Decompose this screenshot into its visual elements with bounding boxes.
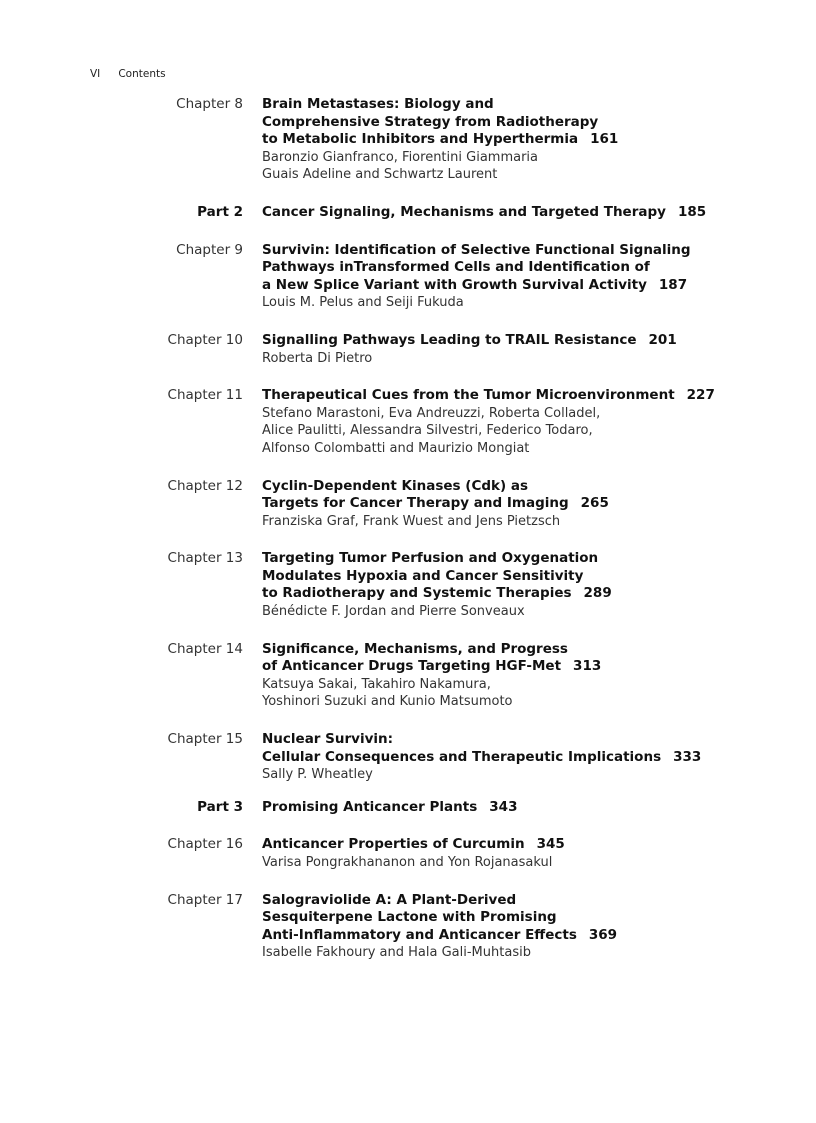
author-line: Isabelle Fakhoury and Hala Gali-Muhtasib	[262, 945, 531, 961]
toc-chapter-entry	[0, 96, 816, 184]
entry-page-number: 161	[590, 131, 619, 148]
title-line	[262, 332, 782, 350]
entry-label: Chapter 13	[167, 550, 243, 567]
entry-page-number: 227	[686, 387, 715, 404]
entry-body	[262, 204, 782, 222]
title-line	[262, 892, 782, 910]
entry-title	[262, 799, 782, 817]
title-text: Anti-Inflammatory and Anticancer Effects	[262, 926, 577, 943]
title-text: Brain Metastases: Biology and	[262, 96, 494, 112]
entry-title	[262, 836, 782, 854]
title-text: Significance, Mechanisms, and Progress	[262, 640, 568, 657]
toc-chapter-entry	[0, 550, 816, 620]
title-line	[262, 495, 782, 513]
toc-part-entry	[0, 799, 816, 817]
title-line	[262, 131, 782, 149]
entry-label: Part 3	[197, 798, 243, 815]
title-text: Pathways inTransformed Cells and Identification of	[262, 259, 650, 276]
toc-part-entry	[0, 204, 816, 222]
title-text: Nuclear Survivin:	[262, 731, 394, 748]
title-line	[262, 641, 782, 659]
entry-title	[262, 332, 782, 350]
author-line: Baronzio Gianfranco, Fiorentini Giammaria	[262, 149, 538, 165]
entry-label: Chapter 15	[167, 731, 243, 748]
title-text: of Anticancer Drugs Targeting HGF-Met	[262, 658, 562, 675]
toc-chapter-entry	[0, 731, 816, 784]
entry-body	[262, 892, 782, 962]
entry-title	[262, 892, 782, 945]
entry-page-number: 343	[489, 798, 518, 815]
title-line	[262, 96, 782, 114]
entry-authors	[262, 944, 782, 962]
entry-page-number: 187	[658, 276, 688, 293]
title-text: Cellular Consequences and Therapeutic Implications	[262, 748, 662, 765]
author-line: Roberta Di Pietro	[262, 350, 373, 366]
entry-title	[262, 731, 782, 766]
entry-authors	[262, 854, 782, 872]
entry-authors	[262, 405, 782, 458]
title-text: to Radiotherapy and Systemic Therapies	[262, 585, 572, 602]
title-line	[262, 927, 782, 945]
running-head	[90, 68, 166, 80]
title-line	[262, 114, 782, 132]
title-line	[262, 242, 782, 260]
entry-title	[262, 242, 782, 295]
entry-body	[262, 731, 782, 784]
entry-authors	[262, 294, 782, 312]
entry-body	[262, 387, 782, 457]
author-line: Alfonso Colombatti and Maurizio Mongiat	[262, 440, 530, 456]
entry-body	[262, 242, 782, 312]
entry-page-number: 185	[677, 203, 707, 220]
title-text: Salograviolide A: A Plant-Derived	[262, 891, 517, 908]
title-text: Anticancer Properties of Curcumin	[262, 836, 525, 853]
toc-chapter-entry	[0, 892, 816, 962]
title-text: a New Splice Variant with Growth Survival Activity	[262, 276, 647, 293]
author-line: Bénédicte F. Jordan and Pierre Sonveaux	[262, 604, 525, 620]
entry-page-number: 201	[648, 331, 677, 348]
title-line	[262, 568, 782, 586]
entry-body	[262, 96, 782, 184]
entry-label: Chapter 12	[167, 477, 243, 494]
entry-authors	[262, 676, 782, 711]
entry-body	[262, 550, 782, 620]
entry-authors	[262, 766, 782, 784]
title-text: Modulates Hypoxia and Cancer Sensitivity	[262, 567, 584, 584]
entry-page-number: 313	[573, 658, 602, 675]
title-text: Promising Anticancer Plants	[262, 798, 478, 815]
table-of-contents	[0, 96, 816, 962]
title-text: Targets for Cancer Therapy and Imaging	[262, 495, 569, 512]
title-line	[262, 550, 782, 568]
title-text: Survivin: Identification of Selective Functional Signaling	[262, 241, 691, 258]
entry-label: Chapter 17	[167, 891, 243, 908]
entry-label: Chapter 11	[167, 387, 243, 404]
entry-authors	[262, 350, 782, 368]
author-line: Katsuya Sakai, Takahiro Nakamura,	[262, 676, 491, 692]
title-text: Cancer Signaling, Mechanisms and Targeted Therapy	[262, 203, 666, 220]
title-line	[262, 731, 782, 749]
author-line: Guais Adeline and Schwartz Laurent	[262, 167, 498, 183]
title-line	[262, 277, 782, 295]
entry-title	[262, 387, 782, 405]
entry-title	[262, 96, 782, 149]
entry-label: Chapter 9	[176, 241, 243, 258]
author-line: Alice Paulitti, Alessandra Silvestri, Federico Todaro,	[262, 423, 593, 439]
entry-body	[262, 799, 782, 817]
title-text: Cyclin-Dependent Kinases (Cdk) as	[262, 477, 529, 494]
title-text: to Metabolic Inhibitors and Hyperthermia	[262, 131, 579, 148]
entry-page-number: 265	[580, 495, 609, 512]
entry-page-number: 345	[536, 836, 565, 853]
title-line	[262, 585, 782, 603]
title-text: Comprehensive Strategy from Radiotherapy	[262, 113, 599, 130]
entry-authors	[262, 513, 782, 531]
author-line: Sally P. Wheatley	[262, 767, 373, 783]
entry-body	[262, 836, 782, 871]
entry-title	[262, 641, 782, 676]
entry-body	[262, 641, 782, 711]
title-line	[262, 387, 782, 405]
author-line: Stefano Marastoni, Eva Andreuzzi, Roberta Colladel,	[262, 405, 601, 421]
title-text: Signalling Pathways Leading to TRAIL Resistance	[262, 331, 637, 348]
toc-chapter-entry	[0, 332, 816, 367]
toc-chapter-entry	[0, 387, 816, 457]
author-line: Varisa Pongrakhananon and Yon Rojanasakul	[262, 855, 553, 870]
title-line	[262, 204, 782, 222]
entry-label: Chapter 8	[176, 96, 243, 112]
title-line	[262, 836, 782, 854]
entry-title	[262, 204, 782, 222]
title-text: Targeting Tumor Perfusion and Oxygenation	[262, 550, 599, 567]
entry-page-number: 369	[588, 926, 618, 943]
toc-chapter-entry	[0, 478, 816, 531]
entry-label: Chapter 10	[167, 331, 243, 348]
entry-page-number: 289	[583, 585, 612, 602]
entry-body	[262, 478, 782, 531]
toc-chapter-entry	[0, 242, 816, 312]
title-line	[262, 259, 782, 277]
entry-label: Chapter 14	[167, 640, 243, 657]
running-head-section: Contents	[118, 68, 166, 80]
page-number: VI	[90, 68, 101, 80]
entry-authors	[262, 603, 782, 621]
title-text: Therapeutical Cues from the Tumor Microenvironment	[262, 387, 675, 404]
entry-title	[262, 478, 782, 513]
author-line: Louis M. Pelus and Seiji Fukuda	[262, 295, 464, 311]
title-line	[262, 749, 782, 767]
entry-label: Chapter 16	[167, 836, 243, 853]
title-line	[262, 658, 782, 676]
author-line: Yoshinori Suzuki and Kunio Matsumoto	[262, 694, 513, 710]
title-line	[262, 478, 782, 496]
entry-page-number: 333	[673, 748, 702, 765]
entry-authors	[262, 149, 782, 184]
author-line: Franziska Graf, Frank Wuest and Jens Pietzsch	[262, 513, 561, 529]
title-line	[262, 909, 782, 927]
toc-chapter-entry	[0, 836, 816, 871]
title-line	[262, 799, 782, 817]
entry-body	[262, 332, 782, 367]
toc-chapter-entry	[0, 641, 816, 711]
entry-title	[262, 550, 782, 603]
title-text: Sesquiterpene Lactone with Promising	[262, 909, 557, 926]
entry-label: Part 2	[197, 203, 243, 220]
